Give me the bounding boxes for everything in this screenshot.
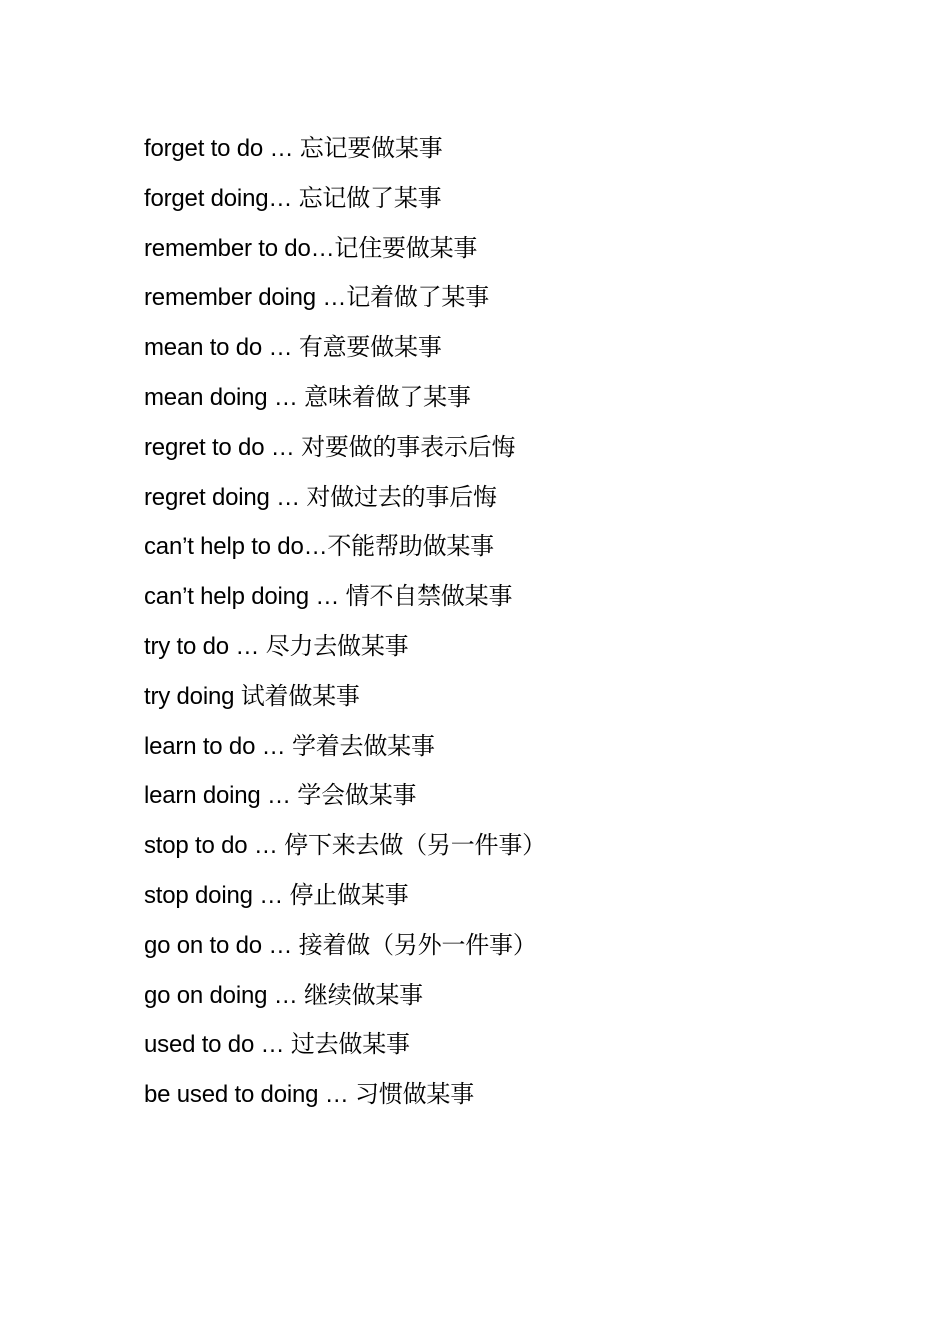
phrase-line: remember doing …记着做了某事	[144, 284, 490, 312]
phrase-line: used to do … 过去做某事	[144, 1031, 410, 1059]
phrase-line: try doing 试着做某事	[144, 682, 360, 710]
phrase-line: can’t help to do…不能帮助做某事	[144, 533, 494, 561]
phrase-line: mean to do … 有意要做某事	[144, 334, 442, 362]
phrase-line: be used to doing … 习惯做某事	[144, 1081, 475, 1109]
phrase-line: remember to do…记住要做某事	[144, 234, 478, 262]
phrase-line: stop doing … 停止做某事	[144, 881, 409, 909]
phrase-line: go on to do … 接着做（另外一件事）	[144, 931, 537, 959]
phrase-line: go on doing … 继续做某事	[144, 981, 423, 1009]
phrase-line: try to do … 尽力去做某事	[144, 632, 409, 660]
phrase-line: learn doing … 学会做某事	[144, 782, 417, 810]
phrase-line: mean doing … 意味着做了某事	[144, 383, 471, 411]
phrase-line: regret to do … 对要做的事表示后悔	[144, 433, 516, 461]
phrase-line: can’t help doing … 情不自禁做某事	[144, 583, 513, 611]
phrase-line: learn to do … 学着去做某事	[144, 732, 435, 760]
phrase-line: forget doing… 忘记做了某事	[144, 184, 442, 212]
phrase-line: forget to do … 忘记要做某事	[144, 135, 443, 162]
phrase-line: stop to do … 停下来去做（另一件事）	[144, 832, 546, 860]
phrase-line: regret doing … 对做过去的事后悔	[144, 483, 497, 511]
phrase-list	[144, 130, 546, 1126]
